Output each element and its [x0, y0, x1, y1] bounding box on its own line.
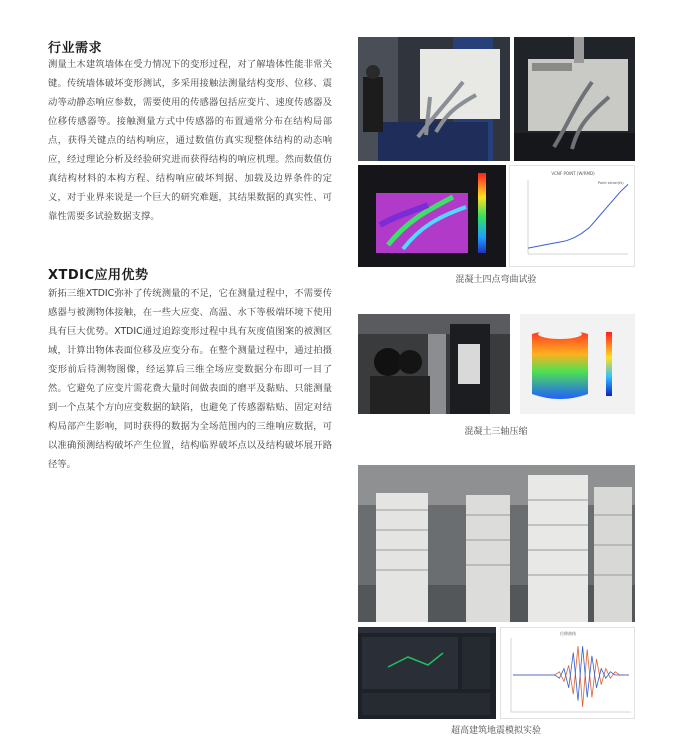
chart1-legend: Point strain(fs): [598, 181, 624, 185]
lab-photo-triaxial-compression: [358, 314, 510, 414]
chart1-title: VCNF POINT (W/RMD): [551, 171, 595, 176]
caption-seismic-simulation: 超高建筑地震模拟实验: [450, 726, 541, 736]
chart2-series-b: [513, 646, 629, 700]
chart2-series-a: [513, 646, 629, 707]
chart1-series-line: [528, 184, 628, 248]
lab-photo-bending-test-right: [514, 37, 635, 161]
lab-photo-bending-test-left: [358, 37, 510, 161]
section-title-industry-demand: 行业需求: [48, 41, 103, 56]
strain-line-chart: [509, 165, 635, 267]
caption-four-point-bending: 混凝土四点弯曲试验: [455, 275, 537, 285]
cylinder-strain-map: [520, 314, 635, 414]
industry-demand-paragraph: 测量土木建筑墙体在受力情况下的变形过程，对了解墙体性能非常关键。传统墙体破坏变形测试，多采用接触法测量结构变形、位移、震动等动静态响应参数，需要使用的传感器包括应变片、速度传感器及位移传感器等。接触测量方式中传感器的布置通常分布在结构局部点，获得关键点的结构响应，通过数值仿真实现整体结构的动态响应，经过理论分析及经验研究进而获得结构的响应机理。然而数值仿真结构材料的本构方程、结构响应破坏判据、加载及边界条件的定义，对于业界来说是一个巨大的研究难题，其结果数据的真实性、可靠性需要多试验数据支撑。: [48, 59, 332, 222]
caption-triaxial-compression: 混凝土三轴压缩: [464, 427, 528, 437]
section-title-xtdic-advantages: XTDIC应用优势: [48, 268, 149, 283]
xtdic-advantages-paragraph: 新拓三维XTDIC弥补了传统测量的不足，它在测量过程中，不需要传感器与被测物体接触，在一些大应变、高温、水下等极端环境下使用具有巨大优势。XTDIC通过追踪变形过程中具有灰度值图案的被测区域，计算出物体表面位移及应变分布。在整个测量过程中，通过拍摄变形前后待测物图像，经运算后三维全场应变数据分布即可一目了然。它避免了应变片需花费大量时间做表面的磨平及黏贴、只能测量到一个点某个方向应变数据的缺陷，也避免了传感器粘贴、固定对结构局部产生影响，同时获得的数据为全场范围内的三维响应数据，可以准确预测结构破坏产生位置，结构临界破坏点以及结构破坏展开路径等。: [48, 288, 332, 470]
strain-contour-image: [358, 165, 506, 267]
photo-high-rise-models: [358, 465, 635, 622]
seismic-software-screenshot: [358, 627, 496, 719]
chart2-title: 位移曲线: [560, 631, 576, 636]
seismic-waveform-chart: [500, 627, 635, 719]
